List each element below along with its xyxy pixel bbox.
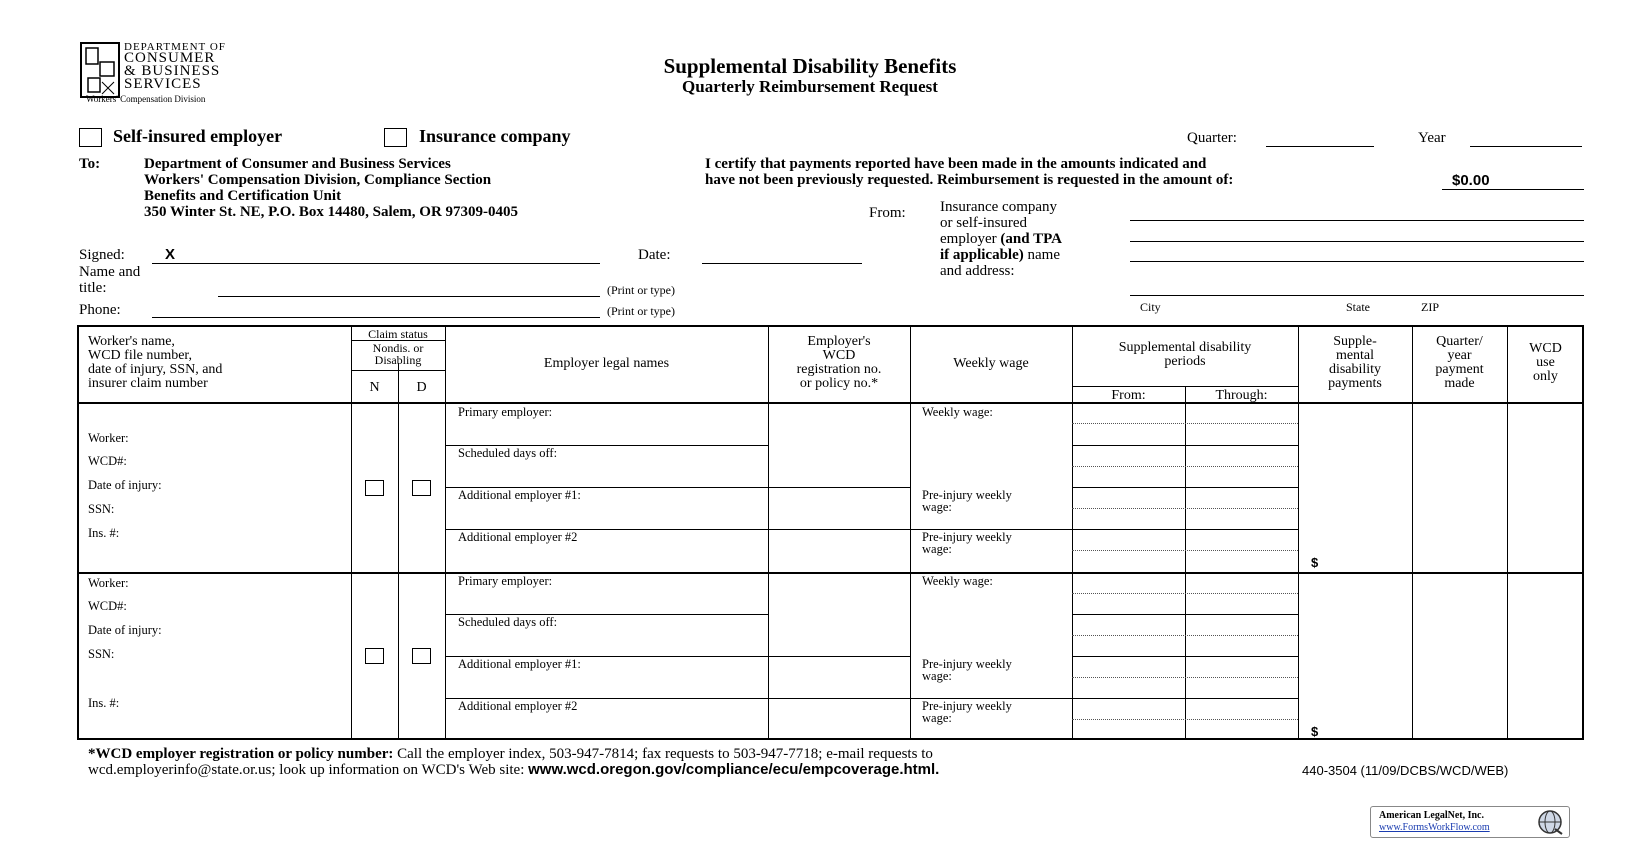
form-subtitle: Quarterly Reimbursement Request xyxy=(682,77,938,96)
col-line-5 xyxy=(910,325,911,740)
hdr-periods: Supplemental disability periods xyxy=(1118,340,1252,369)
r1-p5 xyxy=(1072,508,1298,509)
r1-pre-injury-1: Pre-injury weekly wage: xyxy=(922,488,1012,514)
r2-p2 xyxy=(1072,614,1298,615)
phone-field[interactable] xyxy=(152,317,600,318)
periods-rule xyxy=(1072,386,1298,387)
wcd-website-link[interactable]: www.wcd.oregon.gov/compliance/ecu/empcoverage.html. xyxy=(528,761,940,778)
r2-scheduled-days: Scheduled days off: xyxy=(458,615,558,629)
r2-p3 xyxy=(1072,635,1298,636)
state-label: State xyxy=(1346,300,1370,314)
from-line-5: and address: xyxy=(940,263,1015,279)
hdr-through: Through: xyxy=(1215,388,1268,403)
print-hint-1: (Print or type) xyxy=(607,283,675,297)
r1-p3 xyxy=(1072,466,1298,467)
logo-line-2: CONSUMER xyxy=(124,50,216,66)
r1-ins-label: Ins. #: xyxy=(88,526,120,540)
r1-payment-dollar[interactable]: $ xyxy=(1311,555,1319,570)
signed-value[interactable]: X xyxy=(165,246,176,263)
form-title: Supplemental Disability Benefits xyxy=(663,54,957,78)
r2-p6 xyxy=(1072,698,1298,699)
name-title-field[interactable] xyxy=(218,296,600,297)
r2-d-checkbox[interactable] xyxy=(412,648,431,664)
r1-worker-label: Worker: xyxy=(88,431,129,445)
from-address-line-4[interactable] xyxy=(1130,295,1584,296)
globe-icon xyxy=(1535,809,1565,835)
from-address-line-3[interactable] xyxy=(1130,261,1584,262)
hdr-n: N xyxy=(369,380,380,395)
from-line-1: Insurance company xyxy=(940,199,1058,215)
self-insured-checkbox[interactable] xyxy=(79,128,102,147)
r2-ssn-label: SSN: xyxy=(88,647,115,661)
city-label: City xyxy=(1140,300,1161,314)
form-number: 440-3504 (11/09/DCBS/WCD/WEB) xyxy=(1302,763,1509,778)
r1-additional-2: Additional employer #2 xyxy=(458,530,578,544)
col-line-3 xyxy=(445,325,446,740)
insurance-company-checkbox[interactable] xyxy=(384,128,407,147)
date-label: Date: xyxy=(638,247,671,263)
hdr-employer-names: Employer legal names xyxy=(543,356,670,371)
from-label: From: xyxy=(869,205,906,221)
print-hint-2: (Print or type) xyxy=(607,304,675,318)
quarter-label: Quarter: xyxy=(1187,130,1237,146)
r2-p1 xyxy=(1072,593,1298,594)
r1-p7 xyxy=(1072,550,1298,551)
footer-note-line-2: wcd.employerinfo@state.or.us; look up information on WCD's Web site: www.wcd.oregon.gov/compliance/ecu/empcoverage.html. xyxy=(88,761,940,778)
signed-label: Signed: xyxy=(79,247,125,263)
claim-nd-rule xyxy=(351,370,445,371)
to-line-2: Workers' Compensation Division, Compliance Section xyxy=(144,172,492,188)
logo-line-4: SERVICES xyxy=(124,76,202,92)
to-line-3: Benefits and Certification Unit xyxy=(144,188,342,204)
r2-ins-label: Ins. #: xyxy=(88,696,120,710)
amount-underline xyxy=(1442,189,1584,190)
col-line-10 xyxy=(1507,325,1508,740)
col-line-7 xyxy=(1185,386,1186,740)
r2-p7 xyxy=(1072,719,1298,720)
hdr-weekly-wage: Weekly wage xyxy=(953,356,1029,371)
r2-weekly-wage: Weekly wage: xyxy=(922,574,993,588)
header-rule xyxy=(77,402,1584,404)
r1-ssn-label: SSN: xyxy=(88,502,115,516)
r1-p2 xyxy=(1072,445,1298,446)
certify-line-2: have not been previously requested. Reimbursement is requested in the amount of: xyxy=(705,172,1234,188)
hdr-quarter-year: Quarter/ year payment made xyxy=(1435,334,1484,391)
r2-additional-1: Additional employer #1: xyxy=(458,657,581,671)
name-label-2: title: xyxy=(79,280,107,296)
to-line-4: 350 Winter St. NE, P.O. Box 14480, Salem, OR 97309-0405 xyxy=(144,204,519,220)
r2-p4 xyxy=(1072,656,1298,657)
r1-p1 xyxy=(1072,423,1298,424)
r2-n-checkbox[interactable] xyxy=(365,648,384,664)
r1-d-checkbox[interactable] xyxy=(412,480,431,496)
r2-pre-injury-1: Pre-injury weekly wage: xyxy=(922,657,1012,683)
zip-label: ZIP xyxy=(1421,300,1439,314)
hdr-nondis: Nondis. or Disabling xyxy=(372,341,424,367)
hdr-payments: Supple- mental disability payments xyxy=(1328,334,1382,391)
r2-additional-2: Additional employer #2 xyxy=(458,699,578,713)
r1-wcd-label: WCD#: xyxy=(88,454,127,468)
reimbursement-amount[interactable]: $0.00 xyxy=(1452,172,1490,189)
self-insured-label: Self-insured employer xyxy=(113,126,283,146)
to-line-1: Department of Consumer and Business Services xyxy=(144,156,451,172)
quarter-field[interactable] xyxy=(1266,146,1374,147)
r2-payment-dollar[interactable]: $ xyxy=(1311,724,1319,739)
hdr-employer-wcd: Employer's WCD registration no. or policy no.* xyxy=(796,334,882,391)
hdr-claim-status: Claim status xyxy=(368,327,428,341)
year-label: Year xyxy=(1418,130,1446,146)
from-address-line-1[interactable] xyxy=(1130,220,1584,221)
date-field[interactable] xyxy=(702,263,862,264)
phone-label: Phone: xyxy=(79,302,121,318)
r1-doi-label: Date of injury: xyxy=(88,478,162,492)
signature-line[interactable] xyxy=(152,263,600,264)
r2-doi-label: Date of injury: xyxy=(88,623,162,637)
r2-p5 xyxy=(1072,677,1298,678)
r1-p4 xyxy=(1072,487,1298,488)
logo-line-5: Workers' Compensation Division xyxy=(86,94,206,104)
from-address-line-2[interactable] xyxy=(1130,241,1584,242)
r1-scheduled-days: Scheduled days off: xyxy=(458,446,558,460)
hdr-from: From: xyxy=(1111,388,1146,403)
footer-note-line-1: *WCD employer registration or policy number: Call the employer index, 503-947-7814; fax requests to 503-947-7718; e-mail requests to xyxy=(88,746,933,762)
logo-line-1: DEPARTMENT OF xyxy=(124,41,226,53)
r2-primary-employer: Primary employer: xyxy=(458,574,553,588)
from-line-4: if applicable) name xyxy=(940,247,1060,263)
to-label: To: xyxy=(79,156,101,172)
dcbs-logo xyxy=(80,42,295,106)
r2-wcd-label: WCD#: xyxy=(88,599,127,613)
r1-n-checkbox[interactable] xyxy=(365,480,384,496)
badge-line-1: American LegalNet, Inc. xyxy=(1379,810,1484,821)
row-separator xyxy=(77,572,1584,574)
r2-pre-injury-2: Pre-injury weekly wage: xyxy=(922,699,1012,725)
from-line-2: or self-insured xyxy=(940,215,1028,231)
logo-line-3: & BUSINESS xyxy=(124,63,221,79)
r1-primary-employer: Primary employer: xyxy=(458,405,553,419)
r1-additional-1: Additional employer #1: xyxy=(458,488,581,502)
name-label-1: Name and xyxy=(79,264,141,280)
hdr-worker: Worker's name, WCD file number, date of injury, SSN, and insurer claim number xyxy=(88,334,223,391)
dcbs-seal-icon xyxy=(80,42,120,98)
r1-pre-injury-2: Pre-injury weekly wage: xyxy=(922,530,1012,556)
r1-weekly-wage: Weekly wage: xyxy=(922,405,993,419)
col-line-2 xyxy=(398,363,399,740)
insurance-company-label: Insurance company xyxy=(419,126,571,146)
legalnet-badge[interactable] xyxy=(1370,806,1570,838)
from-line-3: employer (and TPA xyxy=(940,231,1062,247)
r1-p6 xyxy=(1072,529,1298,530)
certify-line-1: I certify that payments reported have been made in the amounts indicated and xyxy=(705,156,1207,172)
hdr-d: D xyxy=(416,380,427,395)
hdr-wcd-use: WCD use only xyxy=(1529,341,1562,384)
badge-link[interactable]: www.FormsWorkFlow.com xyxy=(1379,822,1490,833)
r2-worker-label: Worker: xyxy=(88,576,129,590)
year-field[interactable] xyxy=(1470,146,1582,147)
